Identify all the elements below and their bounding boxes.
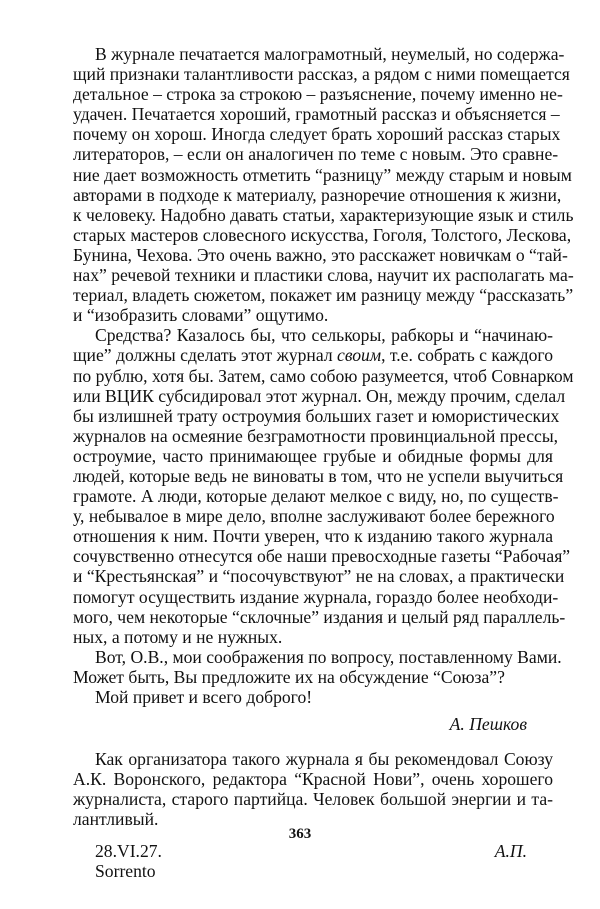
- text-line: почему он хорош. Иногда следует брать хороший рассказ старых: [73, 124, 561, 145]
- date-row: [73, 841, 553, 861]
- text-line: детальное – строка за строкою – разъяснение, почему именно не-: [73, 84, 563, 105]
- text-line: бы излишней трату остроумия больших газет и юмористических: [73, 405, 560, 426]
- signature: А. Пешков: [449, 714, 527, 735]
- greeting: Мой привет и всего доброго!: [95, 687, 313, 707]
- italic-word: своим: [337, 345, 382, 366]
- text-line: по рублю, хотя бы. Затем, само собою разумеется, чтоб Совнарком: [73, 365, 574, 386]
- text-line: Может быть, Вы предложите их на обсуждение “Союза”?: [73, 666, 505, 687]
- text-line: удачен. Печатается хороший, грамотный рассказ и объясняется –: [73, 104, 560, 125]
- letter-page: [73, 44, 574, 881]
- paragraph-1: [73, 44, 574, 326]
- text-line: ние дает возможность отметить “разницу” между старым и новым: [73, 164, 572, 185]
- letter-date: 28.VI.27.: [95, 840, 162, 861]
- text-line: Как организатора такого журнала я бы рекомендовал Союзу: [95, 749, 553, 770]
- text-line: помогут осуществить издание журнала, гораздо более необходи-: [73, 586, 559, 607]
- text-line: Бунина, Чехова. Это очень важно, это расскажет новичкам о “тай-: [73, 244, 568, 265]
- text-line: А.К. Воронского, редактора “Красной Нови”, очень хорошего: [73, 769, 553, 790]
- text-line: щий признаки талантливости рассказ, а рядом с ними помещается: [73, 64, 570, 85]
- text-line: старых мастеров словесного искусства, Гоголя, Толстого, Лескова,: [73, 224, 572, 245]
- postscript: [73, 749, 553, 829]
- text-line: к человеку. Надобно давать статьи, характеризующие язык и стиль: [73, 204, 574, 225]
- text-line: и “Крестьянская” и “посочувствуют” не на словах, а практически: [73, 566, 565, 587]
- text-line: нах” речевой техники и пластики слова, научит их располагать ма-: [73, 265, 574, 286]
- text-line: териал, владеть сюжетом, покажет им разницу между “рассказать”: [73, 285, 574, 306]
- text-fragment: , т.е. собрать с каждого: [381, 345, 553, 366]
- paragraph-2: [73, 325, 574, 647]
- text-line: литераторов, – если он аналогичен по теме с новым. Это сравне-: [73, 144, 559, 165]
- text-line: у, небывалое в мире дело, вполне заслуживают более бережного: [73, 506, 555, 527]
- text-line: людей, которые ведь не виноваты в том, что не успели выучиться: [73, 465, 564, 486]
- paragraph-3: [73, 646, 562, 687]
- text-line: и “изобразить словами” ощутимо.: [73, 305, 329, 326]
- text-line-with-italic: [73, 345, 553, 365]
- text-line: сочувственно отнесутся обе наши превосходные газеты “Рабочая”: [73, 546, 571, 567]
- letter-place: Sorrento: [95, 860, 156, 881]
- text-line: грамоте. А люди, которые делают мелкое с виду, но, по существ-: [73, 486, 559, 507]
- page-number: 363: [288, 826, 312, 842]
- paragraph-2-rest: [73, 365, 574, 647]
- text-line: отношения к ним. Почти уверен, что к изданию такого журнала: [73, 526, 553, 547]
- text-line: В журнале печатается малограмотный, неумелый, но содержа-: [95, 44, 565, 64]
- text-fragment: щие” должны сделать этот журнал: [73, 345, 338, 366]
- text-line: журналиста, старого партийца. Человек большой энергии и та-: [73, 789, 553, 810]
- initials-signature: А.П.: [494, 840, 527, 861]
- text-line: остроумие, часто принимающее грубые и обидные формы для: [73, 445, 553, 466]
- text-line: Вот, О.В., мои соображения по вопросу, поставленному Вами.: [95, 646, 562, 667]
- text-line: ных, а потому и не нужных.: [73, 626, 283, 647]
- text-line: Средства? Казалось бы, что селькоры, рабкоры и “начинаю-: [95, 325, 553, 346]
- text-line: мого, чем некоторые “склочные” издания и целый ряд параллель-: [73, 606, 566, 627]
- text-line: или ВЦИК субсидировал этот журнал. Он, между прочим, сделал: [73, 385, 566, 406]
- text-line: журналов на осмеяние безграмотности провинциальной прессы,: [73, 425, 559, 446]
- text-line: авторами в подходе к материалу, разноречие отношения к жизни,: [73, 184, 562, 205]
- text-line: лантливый.: [73, 809, 159, 830]
